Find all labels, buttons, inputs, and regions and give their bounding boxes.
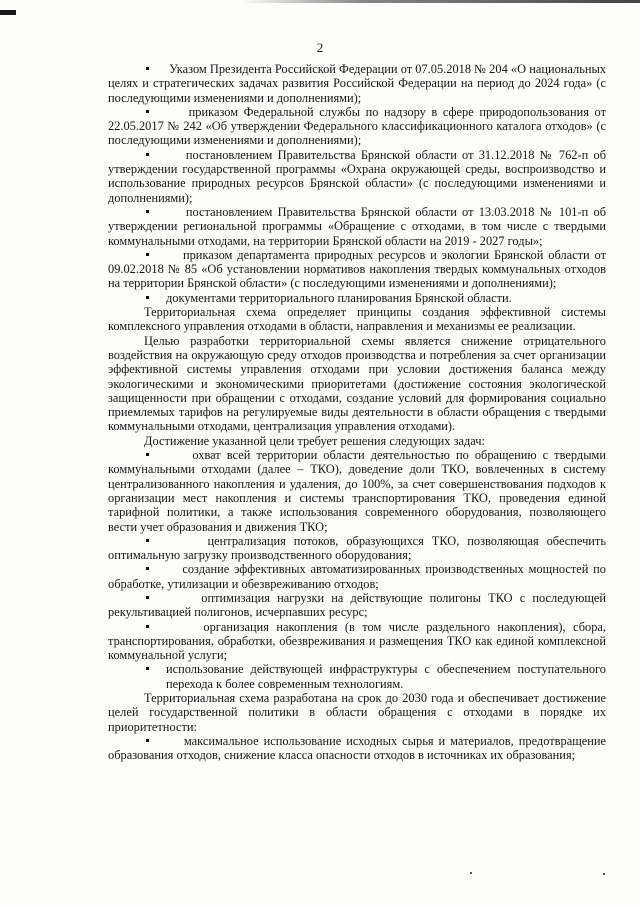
- scan-mark-left: [0, 10, 16, 15]
- bullet-text: максимальное использование исходных сырья и материалов, предотвращение образования отходов, снижение класса опасности отходов в источниках их образования;: [108, 733, 606, 763]
- bullet-item: [108, 291, 606, 305]
- bullet-item: [108, 734, 606, 763]
- bullet-text: приказом департамента природных ресурсов и экологии Брянской области от 09.02.2018 № 85 «Об установлении нормативов накопления твердых коммунальных отходов на территории Брянской области» (с последующими изменениями и дополнениями);: [108, 247, 606, 291]
- bullet-item: [108, 248, 606, 291]
- bullet-marker: [146, 296, 149, 299]
- bullet-marker: [146, 539, 149, 542]
- bullet-item: [108, 620, 606, 663]
- paragraph: Территориальная схема определяет принципы создания эффективной системы комплексного управления отходами в области, направления и механизмы ее реализации.: [108, 305, 606, 334]
- bullet-text: охват всей территории области деятельностью по обращению с твердыми коммунальными отходами (далее – ТКО), доведение доли ТКО, вовлеченных в систему централизованного накопления и удаления, до 100%, за счет совершенствования подходов к организации мест накопления и системы транспортирования ТКО, проведения единой тарифной политики, а также использования современного оборудования, позволяющего вести учет образования и движения ТКО;: [108, 448, 607, 534]
- bullet-marker: [146, 596, 149, 599]
- bullet-marker: [146, 253, 149, 256]
- paragraph: Целью разработки территориальной схемы является снижение отрицательного воздействия на окружающую среду отходов производства и потребления за счет организации эффективной системы управления отходами при условии достижения баланса между экологическими и экономическими приоритетами (достижение состояния экологической защищенности при обращении с отходами, создание условий для формирования социально приемлемых тарифов на регулируемые виды деятельности в области обращения с твердыми коммунальными отходами, централизация управления отходами).: [108, 333, 606, 434]
- scan-speck: [470, 872, 472, 874]
- bullet-text: организация накопления (в том числе раздельного накопления), сбора, транспортирования, обработки, обезвреживания и размещения ТКО как единой комплексной коммунальной услуги;: [108, 619, 606, 663]
- bullet-text: оптимизация нагрузки на действующие полигоны ТКО с последующей рекультивацией полигонов, исчерпавших ресурс;: [108, 590, 607, 620]
- bullet-item: [108, 562, 606, 591]
- bullet-item: [108, 534, 606, 563]
- scan-speck: [603, 873, 605, 875]
- document-body: [108, 62, 606, 763]
- page-number: 2: [316, 40, 324, 55]
- bullet-item: [108, 591, 606, 620]
- bullet-text: постановлением Правительства Брянской области от 31.12.2018 № 762-п об утверждении государственной программы «Охрана окружающей среды, воспроизводство и использование природных ресурсов Брянской области» (с последующими изменениями и дополнениями);: [108, 147, 606, 205]
- bullet-item: [108, 205, 606, 248]
- bullet-item: [108, 105, 606, 148]
- bullet-marker: [146, 667, 149, 670]
- bullet-text: документами территориального планирования Брянской области.: [166, 290, 512, 305]
- paragraph: Достижение указанной цели требует решения следующих задач:: [144, 433, 485, 448]
- bullet-marker: [146, 739, 149, 742]
- bullet-marker: [146, 210, 149, 213]
- bullet-item: [108, 448, 606, 534]
- paragraph: Территориальная схема разработана на срок до 2030 года и обеспечивает достижение целей государственной политики в области обращения с отходами в порядке их приоритетности:: [108, 691, 606, 734]
- bullet-text: создание эффективных автоматизированных производственных мощностей по обработке, утилизации и обезвреживанию отходов;: [108, 562, 606, 591]
- bullet-item: [108, 148, 606, 205]
- bullet-text: использование действующей инфраструктуры с обеспечением поступательного перехода к более современным технологиям.: [166, 662, 606, 691]
- bullet-marker: [146, 67, 149, 70]
- bullet-text: централизация потоков, образующихся ТКО, позволяющая обеспечить оптимальную загрузку производственного оборудования;: [108, 533, 606, 563]
- bullet-text: постановлением Правительства Брянской области от 13.03.2018 № 101-п об утверждении региональной программы «Обращение с отходами, в том числе с твердыми коммунальными отходами, на территории Брянской области на 2019 - 2027 годы»;: [108, 204, 606, 248]
- bullet-marker: [146, 110, 149, 113]
- bullet-item: [108, 62, 606, 105]
- bullet-marker: [146, 453, 149, 456]
- scan-mark-top: [240, 0, 640, 3]
- bullet-text: приказом Федеральной службы по надзору в сфере природопользования от 22.05.2017 № 242 «Об утверждении Федерального классификационного каталога отходов» (с последующими изменениями и дополнениями);: [108, 104, 606, 148]
- bullet-text: Указом Президента Российской Федерации от 07.05.2018 № 204 «О национальных целях и стратегических задачах развития Российской Федерации на период до 2024 года» (с последующими изменениями и дополнениями);: [108, 62, 607, 105]
- bullet-marker: [146, 567, 149, 570]
- bullet-marker: [146, 625, 149, 628]
- bullet-marker: [146, 153, 149, 156]
- bullet-item: [108, 662, 606, 691]
